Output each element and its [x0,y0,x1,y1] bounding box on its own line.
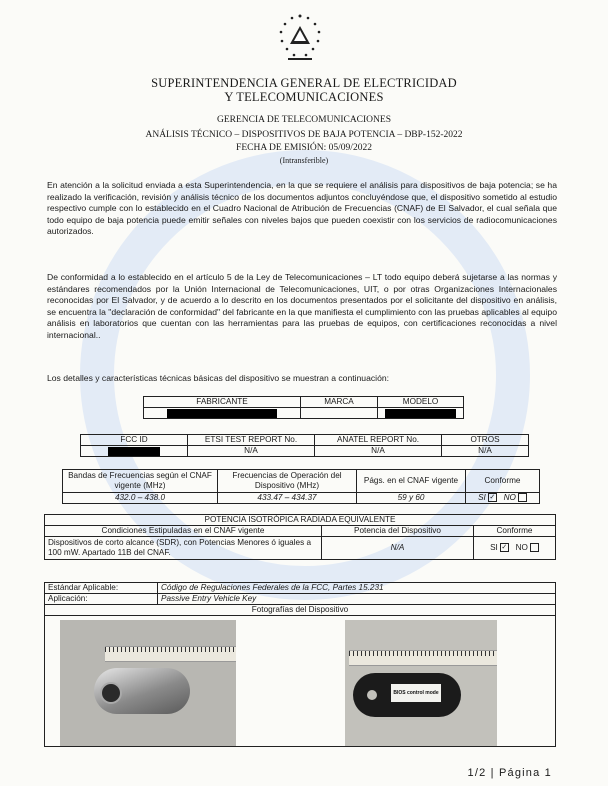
th-brand: MARCA [301,397,378,408]
agency-line1: SUPERINTENDENCIA GENERAL DE ELECTRICIDAD [151,76,457,90]
si-label: SI [478,493,486,502]
ruler [105,646,236,662]
manufacturer-redacted [144,408,301,419]
manufacturer-table [143,396,464,419]
others-value: N/A [442,446,529,457]
ruler [349,650,497,666]
non-transferable: (Intransferible) [279,156,329,165]
th-model: MODELO [378,397,464,408]
key-fob-emblem [100,682,122,704]
si-label: SI [490,543,498,552]
device-photo-back [345,620,497,746]
paragraph-1: En atención a la solicitud enviada a esta Superintendencia, en la que se requiere el análisis para dispositivos de baja potencia; se ha realizado la verificación, revisión y análisis técnico de los documentos adjuntos concluyéndose que, el dispositivo sometido al estudio respectivo cumple con lo establecido en el Cuadro Nacional de Atribución de Frecuencias (CNAF) de El Salvador, el cual señala que todo equipo de baja potencia puede emitir señales con niveles bajos que pueden coexistir con los servicios de radiocomunicaciones autorizados. [47,180,557,237]
coat-of-arms-seal [272,12,328,62]
th-cnaf-bands: Bandas de Frecuencias según el CNAF vigente (MHz) [63,470,218,493]
no-label: NO [503,493,516,502]
standard-label: Estándar Aplicable: [45,583,158,594]
no-label: NO [515,543,528,552]
no-checkbox [530,543,539,552]
no-checkbox [518,493,527,502]
key-fob-hole [367,690,377,700]
th-fcc-id: FCC ID [81,435,188,446]
brand-blank [301,408,378,419]
power-title: POTENCIA ISOTRÓPICA RADIADA EQUIVALENTE [45,515,556,526]
device-photo-front [60,620,236,746]
th-power-compliant: Conforme [474,526,556,537]
paragraph-2: De conformidad a lo establecido en el artículo 5 de la Ley de Telecomunicaciones – LT todo equipo deberá sujetarse a las normas y estándares recomendados por la Unión Internacional de Telecomunicaciones, UIT, o por otras Organizaciones Internacionales reconocidas por El Salvador, y de acuerdo a lo descrito en los documentos presentados por el solicitante del dispositivo en análisis, se encuentra la "declaración de conformidad" del fabricante en la que manifiesta el cumplimiento con las pruebas aplicables al equipo análisis en laboratorios que cuentan con las herramientas para las pruebas de equipos, con certificaciones reconocidas a nivel internacional.. [47,272,557,340]
device-power-value: N/A [322,537,474,560]
operating-freq-value: 433.47 – 434.37 [218,493,357,504]
analysis-title: ANÁLISIS TÉCNICO – DISPOSITIVOS DE BAJA POTENCIA – DBP-152-2022 [145,130,463,140]
cnaf-condition-value: Dispositivos de corto alcance (SDR), con Potencias Menores ó iguales a 100 mW. Apartado 11B del CNAF. [45,537,322,560]
department: GERENCIA DE TELECOMUNICACIONES [217,115,391,125]
th-manufacturer: FABRICANTE [144,397,301,408]
th-compliant: Conforme [466,470,540,493]
th-cnaf-pages: Págs. en el CNAF vigente [357,470,466,493]
model-redacted [378,408,464,419]
agency-line2: Y TELECOMUNICACIONES [224,90,384,104]
issue-date: FECHA DE EMISIÓN: 05/09/2022 [236,143,372,153]
th-anatel: ANATEL REPORT No. [315,435,442,446]
anatel-value: N/A [315,446,442,457]
agency-name [0,76,608,104]
si-checkbox-checked: ✓ [501,544,508,552]
device-sticker: BIOS control mode [391,684,441,702]
frequencies-table [62,469,540,504]
cnaf-pages-value: 59 y 60 [357,493,466,504]
fcc-id-redacted [81,446,188,457]
reports-table [80,434,529,457]
th-device-power: Potencia del Dispositivo [322,526,474,537]
th-others: OTROS [442,435,529,446]
th-cnaf-conditions: Condiciones Estipuladas en el CNAF vigente [45,526,322,537]
application-value: Passive Entry Vehicle Key [158,594,556,605]
application-label: Aplicación: [45,594,158,605]
power-table [44,514,556,560]
th-operating-freq: Frecuencias de Operación del Dispositivo (MHz) [218,470,357,493]
compliant-freq [466,493,540,504]
compliant-power [474,537,556,560]
th-etsi: ETSI TEST REPORT No. [188,435,315,446]
page-number: 1/2 | Página 1 [467,767,552,779]
si-checkbox-checked: ✓ [489,494,496,502]
paragraph-3: Los detalles y características técnicas básicas del dispositivo se muestran a continuación: [47,373,390,383]
photos-title: Fotografías del Dispositivo [45,605,556,616]
standard-value: Código de Regulaciones Federales de la FCC, Partes 15.231 [158,583,556,594]
cnaf-band-value: 432.0 – 438.0 [63,493,218,504]
etsi-value: N/A [188,446,315,457]
